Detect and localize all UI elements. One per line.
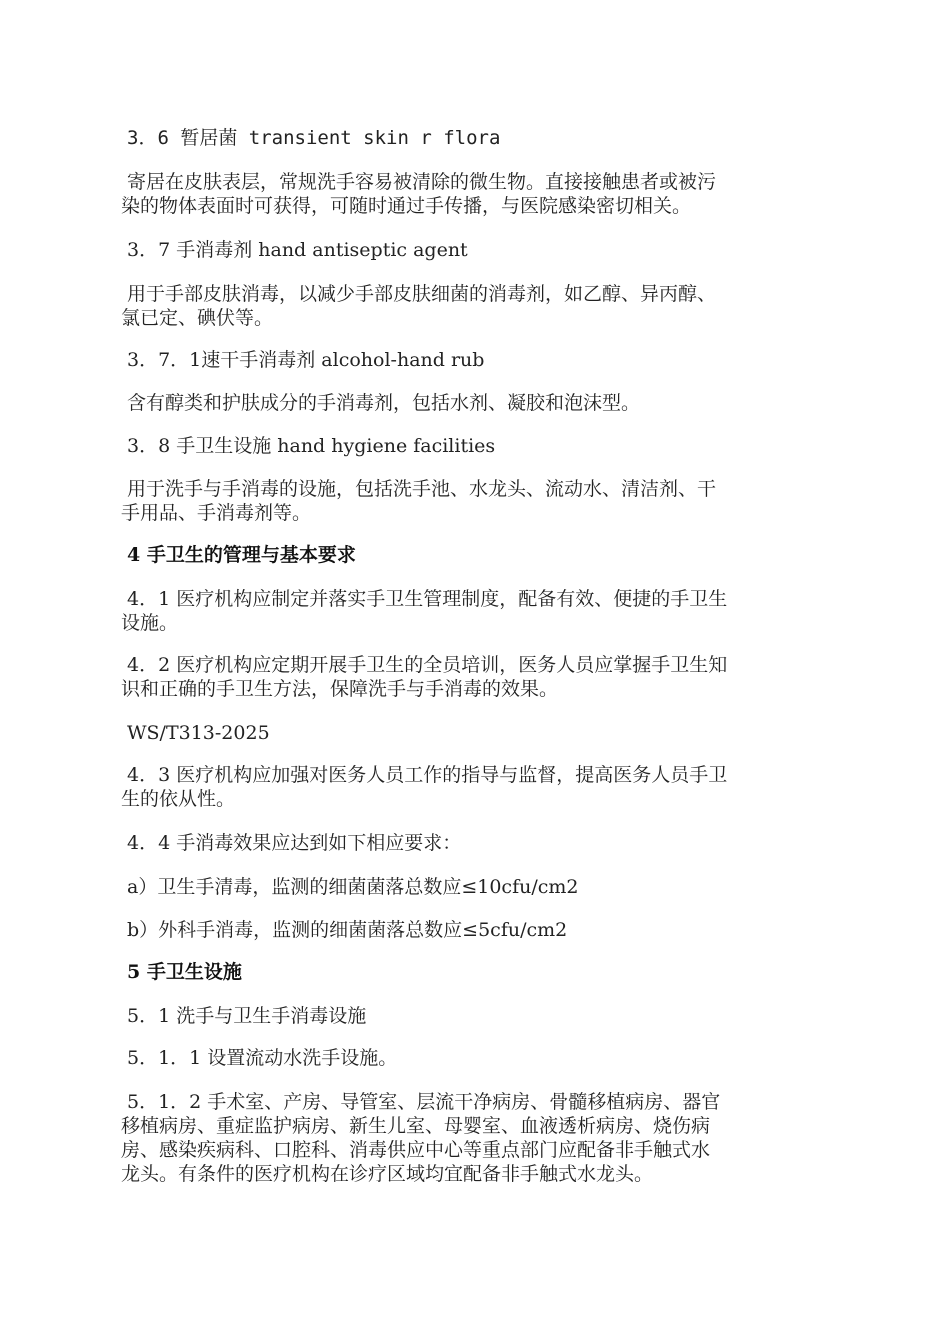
document-page: 3．6 暂居菌 transient skin r flora 寄居在皮肤表层，常规洗手容易被清除的微生物。直接接触患者或被污 染的物体表面时可获得，可随时通过手传播，与医院感染密切相关。 3．7 手消毒剂 hand antiseptic agent 用于手部皮肤消毒，以减少手部皮肤细菌的消毒剂，如乙醇、异丙醇、 氯已定、碘伏等。 3．7．1速干手消毒剂 alcohol-hand rub 含有醇类和护肤成分的手消毒剂，包括水剂、凝胶和泡沫型。 3．8 手卫生设施 hand hygiene facilities 用于洗手与手消毒的设施，包括洗手池、水龙头、流动水、清洁剂、干 手用品、手消毒剂等。 4 手卫生的管理与基本要求 4．1 医疗机构应制定并落实手卫生管理制度，配备有效、便捷的手卫生 设施。 4．2 医疗机构应定期开展手卫生的全员培训，医务人员应掌握手卫生知 识和正确的手卫生方法，保障洗手与手消毒的效果。 WS/T313-2025 4．3 医疗机构应加强对医务人员工作的指导与监督，提高医务人员手卫 生的依从性。 4．4 手消毒效果应达到如下相应要求： a）卫生手清毒，监测的细菌菌落总数应≤10cfu/cm2 b）外科手消毒，监测的细菌菌落总数应≤5cfu/cm2 5 手卫生设施 5．1 洗手与卫生手消毒设施 5．1．1 设置流动水洗手设施。 5．1．2 手术室、产房、导管室、层流干净病房、骨髓移植病房、器官 移植病房、重症监护病房、新生儿室、母婴室、血液透析病房、烧伤病 房、感染疾病科、口腔科、消毒供应中心等重点部门应配备非手触式水 龙头。有条件的医疗机构在诊疗区域均宜配备非手触式水龙头。	[121, 127, 728, 1185]
